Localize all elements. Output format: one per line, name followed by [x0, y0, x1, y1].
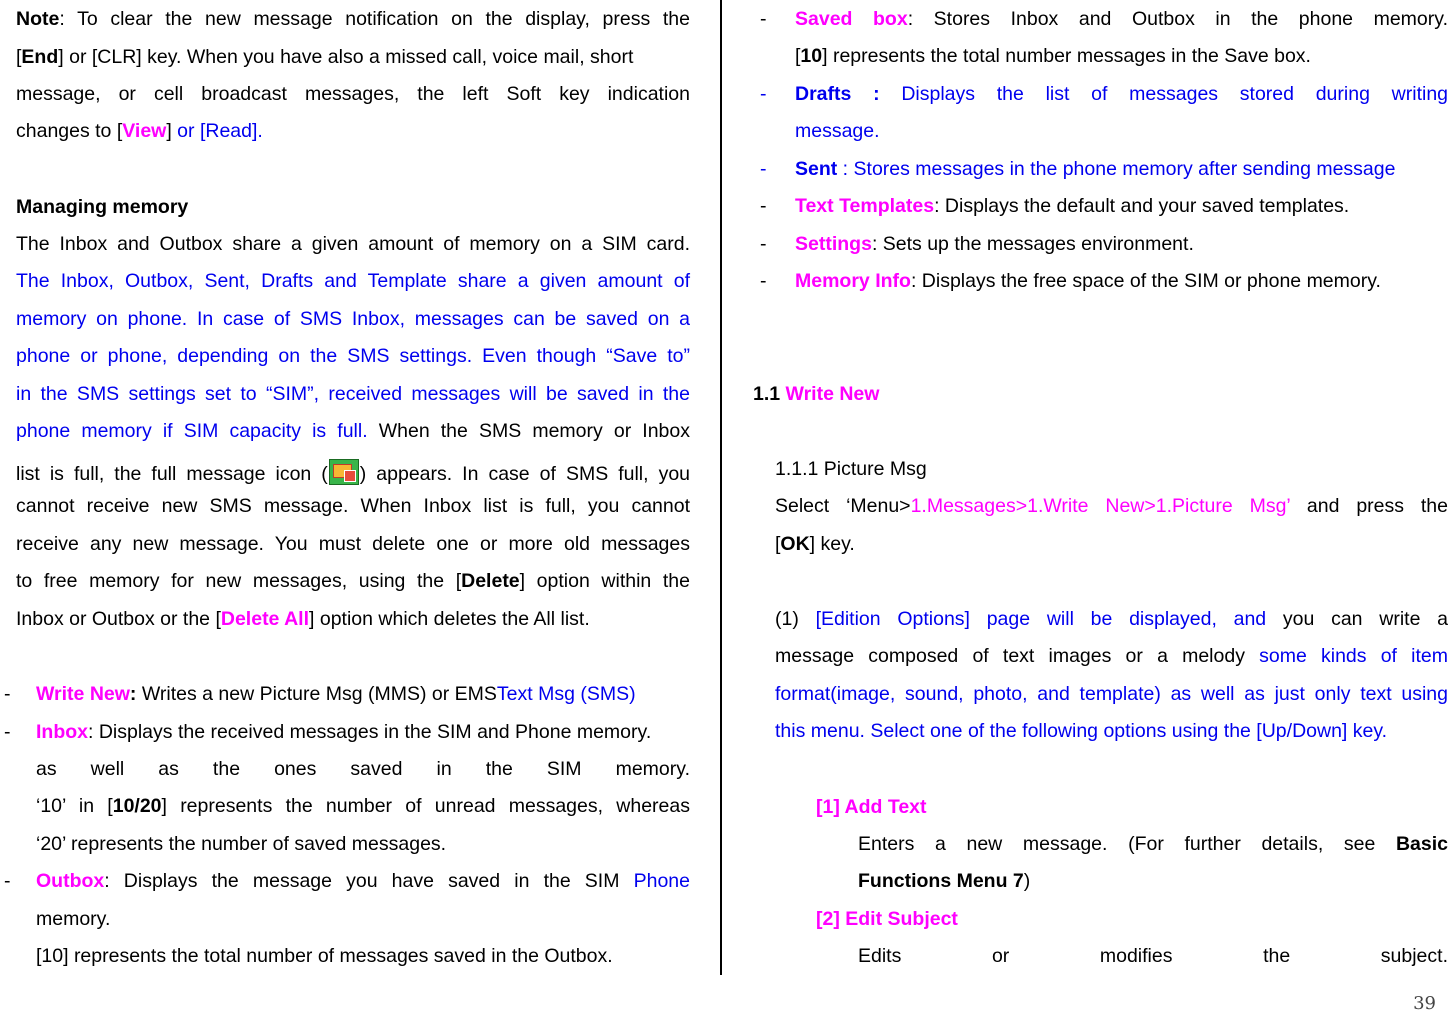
t: changes to [ — [16, 120, 123, 142]
inbox-line-2: as well as the ones saved in the SIM memory. — [36, 758, 690, 780]
t: [ — [775, 533, 781, 555]
bullet-dash: - — [4, 721, 11, 743]
t: : Stores Inbox and Outbox in the phone memory. — [907, 8, 1448, 30]
managing-memory-heading: Managing memory — [16, 196, 189, 218]
bullet-dash: - — [760, 8, 767, 30]
t: and press the — [1290, 495, 1448, 517]
memory-line-7 — [16, 459, 690, 486]
text-templates-label: Text Templates — [795, 195, 935, 217]
memory-line-10 — [16, 569, 690, 593]
memory-info-label: Memory Info — [795, 270, 911, 292]
t: Inbox or Outbox or the [ — [16, 608, 221, 630]
delete-option: Delete — [461, 570, 520, 592]
memory-line-1: The Inbox and Outbox share a given amount of memory on a SIM card. — [16, 233, 690, 255]
t: Displays the list of messages stored during writing — [879, 83, 1448, 105]
outbox-line-3: [10] represents the total number of messages saved in the Outbox. — [36, 945, 613, 967]
bullet-dash: - — [760, 83, 767, 105]
t: : Displays the message you have saved in the SIM — [104, 870, 634, 892]
t: : Sets up the messages environment. — [871, 233, 1194, 255]
write-new-label: Write New — [36, 683, 130, 705]
note-label: Note — [16, 8, 60, 30]
t: ] or [CLR] key. When you have also a missed call, voice mail, short — [58, 46, 634, 68]
bullet-dash: - — [760, 270, 767, 292]
memory-line-11 — [16, 607, 590, 631]
delete-all-option: Delete All — [220, 608, 310, 630]
bullet-dash: - — [760, 233, 767, 255]
t: [ — [16, 46, 22, 68]
t: Functions Menu 7 — [858, 870, 1024, 892]
t: list is full, the full message icon ( — [16, 463, 328, 485]
t: Phone — [633, 870, 690, 892]
section-number: 1.1 — [753, 383, 786, 405]
item-sent — [795, 157, 1395, 181]
t: ‘10’ in [ — [36, 795, 113, 817]
add-text-line-1 — [858, 832, 1448, 856]
item-memory-info — [795, 269, 1381, 293]
end-key: End — [21, 46, 59, 68]
item-saved-box — [795, 7, 1448, 31]
drafts-label: Drafts : — [795, 83, 880, 105]
inbox-line-4: ‘20’ represents the number of saved messages. — [36, 833, 447, 855]
t: ) — [1023, 870, 1031, 892]
read-key: or [Read]. — [171, 120, 263, 142]
item-text-templates — [795, 194, 1349, 218]
option-edit-subject: [2] Edit Subject — [816, 908, 958, 930]
ok-line — [775, 532, 855, 556]
t: ] option which deletes the All list. — [309, 608, 590, 630]
memory-line-6 — [16, 419, 690, 443]
outbox-label: Outbox — [36, 870, 105, 892]
t: you can write a — [1266, 608, 1448, 630]
t: phone memory if SIM capacity is full. — [16, 420, 368, 442]
t: ] option within the — [519, 570, 690, 592]
t: [ — [795, 45, 801, 67]
item-drafts — [795, 82, 1448, 106]
note-text: : To clear the new message notification on the display, press the — [59, 8, 690, 30]
t: : Displays the received messages in the SIM and Phone memory. — [88, 721, 652, 743]
edit-subject-line-1: Edits or modifies the subject. — [858, 945, 1448, 967]
item-outbox — [36, 869, 690, 893]
column-divider — [720, 0, 722, 975]
section-heading — [753, 382, 879, 406]
t: : Displays the free space of the SIM or phone memory. — [910, 270, 1381, 292]
t: message composed of text images or a melody — [775, 645, 1260, 667]
page-number: 39 — [1413, 993, 1436, 1014]
subsection-title: 1.1.1 Picture Msg — [775, 458, 927, 480]
para-line-1 — [775, 607, 1448, 631]
t: to free memory for new messages, using the [ — [16, 570, 462, 592]
t: 10/20 — [112, 795, 162, 817]
memory-line-8: cannot receive new SMS message. When Inbox list is full, you cannot — [16, 495, 690, 517]
bullet-dash: - — [4, 870, 11, 892]
section-title: Write New — [785, 383, 880, 405]
saved-line-2 — [795, 44, 1311, 68]
settings-label: Settings — [795, 233, 872, 255]
t: (1) — [775, 608, 816, 630]
para-line-4: this menu. Select one of the following options using the [Up/Down] key. — [775, 720, 1388, 742]
note-line-3: message, or cell broadcast messages, the left Soft key indication — [16, 83, 690, 105]
memory-line-9: receive any new message. You must delete one or more old messages — [16, 533, 690, 555]
t: Writes a new Picture Msg (MMS) or EMS — [136, 683, 497, 705]
item-inbox — [36, 720, 651, 744]
t: : Displays the default and your saved templates. — [934, 195, 1350, 217]
view-key: View — [122, 120, 167, 142]
drafts-line-2: message. — [795, 120, 880, 142]
inbox-label: Inbox — [36, 721, 88, 743]
t: ] represents the number of unread messages, whereas — [161, 795, 690, 817]
t: Select ‘Menu> — [775, 495, 911, 517]
t: 10 — [800, 45, 823, 67]
para-line-2 — [775, 644, 1448, 668]
outbox-line-2: memory. — [36, 908, 111, 930]
t: Basic — [1395, 833, 1448, 855]
bullet-dash: - — [760, 158, 767, 180]
select-line — [775, 494, 1448, 518]
note-line-4 — [16, 119, 263, 143]
t: : Stores messages in the phone memory after sending message — [837, 158, 1396, 180]
menu-path: 1.Messages>1.Write New>1.Picture Msg’ — [910, 495, 1291, 517]
note-line-1 — [16, 7, 690, 31]
memory-line-4: phone or phone, depending on the SMS settings. Even though “Save to” — [16, 345, 690, 367]
t: Enters a new message. (For further details, see — [858, 833, 1396, 855]
memory-line-2: The Inbox, Outbox, Sent, Drafts and Template share a given amount of — [16, 270, 690, 292]
item-settings — [795, 232, 1194, 256]
saved-box-label: Saved box — [795, 8, 908, 30]
t: ] key. — [809, 533, 855, 555]
note-line-2 — [16, 45, 633, 69]
memory-line-3: memory on phone. In case of SMS Inbox, messages can be saved on a — [16, 308, 690, 330]
t: : — [129, 683, 137, 705]
full-message-icon — [329, 459, 359, 485]
para-line-3: format(image, sound, photo, and template) as well as just only text using — [775, 683, 1448, 705]
t: some kinds of item — [1259, 645, 1448, 667]
bullet-dash: - — [4, 683, 11, 705]
t: ) appears. In case of SMS full, you — [359, 463, 691, 485]
bullet-dash: - — [760, 195, 767, 217]
sent-label: Sent — [795, 158, 838, 180]
ok-key: OK — [780, 533, 810, 555]
t: [Edition Options] page will be displayed, and — [815, 608, 1267, 630]
t: When the SMS memory or Inbox — [367, 420, 690, 442]
item-write-new — [36, 682, 636, 706]
add-text-line-2 — [858, 869, 1030, 893]
t: Text Msg (SMS) — [496, 683, 636, 705]
inbox-line-3 — [36, 794, 690, 818]
option-add-text: [1] Add Text — [816, 796, 927, 818]
memory-line-5: in the SMS settings set to “SIM”, received messages will be saved in the — [16, 383, 690, 405]
t: ] represents the total number messages in the Save box. — [822, 45, 1311, 67]
t: ] — [166, 120, 172, 142]
